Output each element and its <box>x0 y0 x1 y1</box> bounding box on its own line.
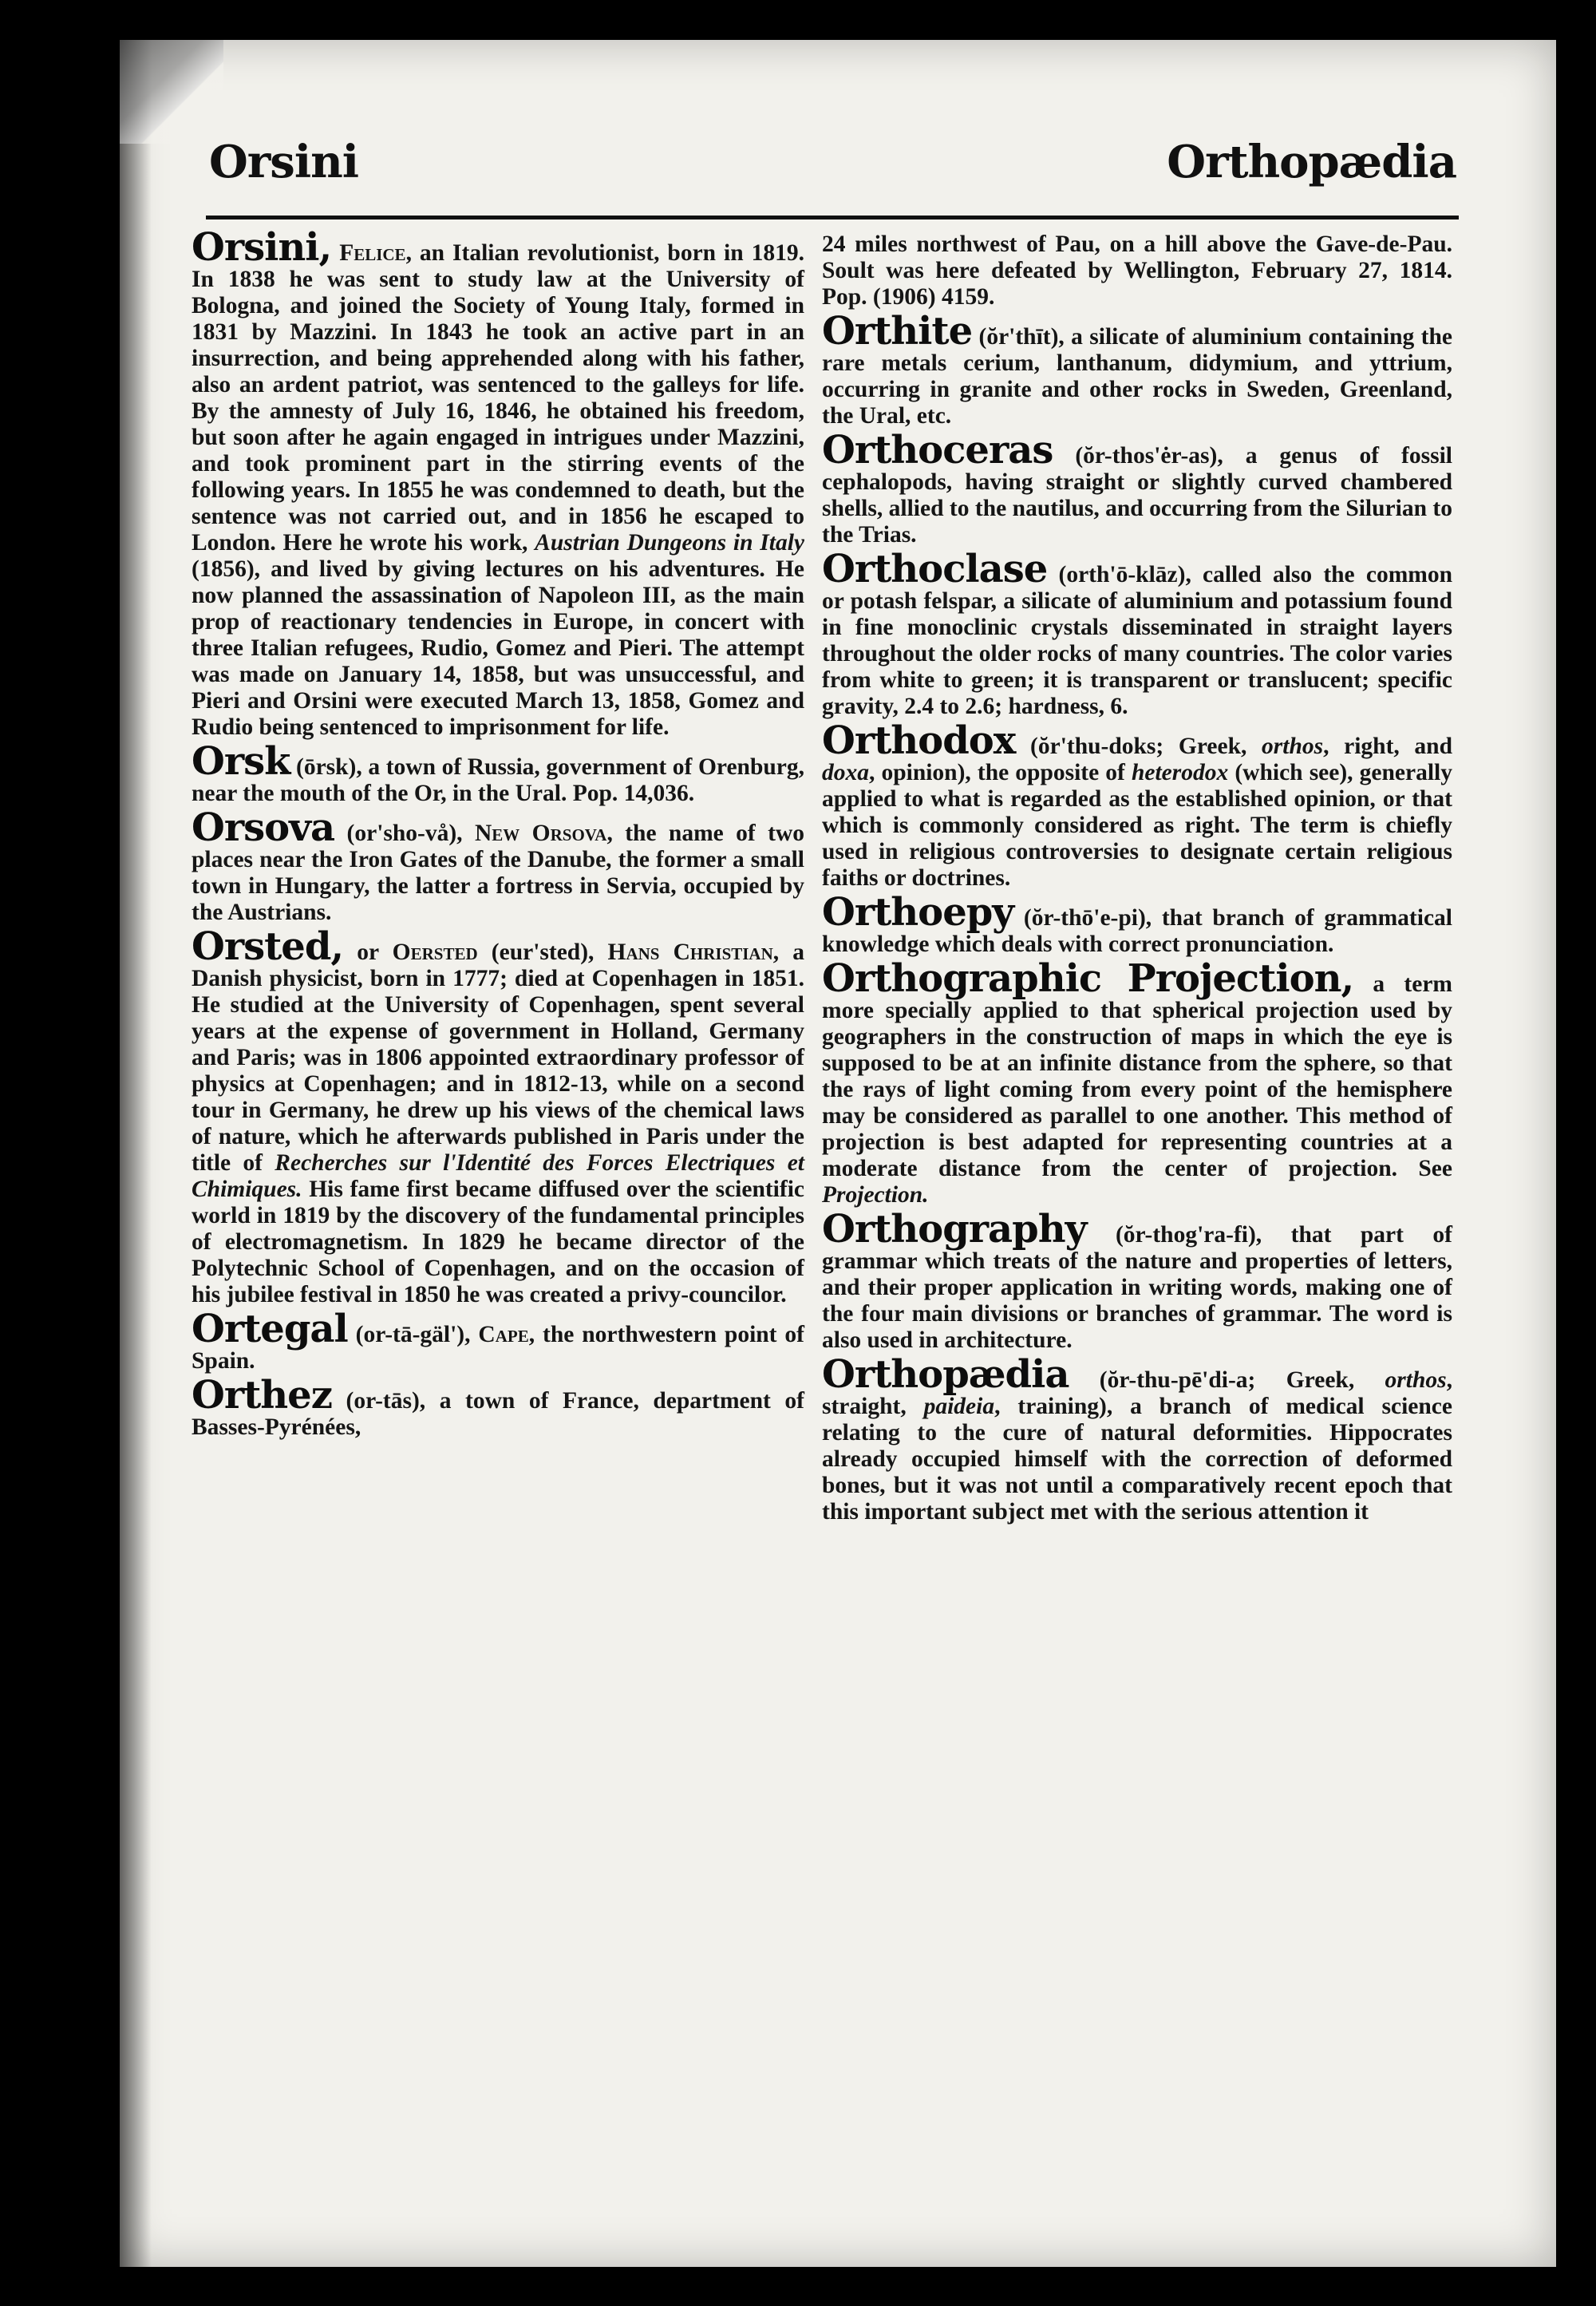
entry-text: (ŏr-thu-pē'di-a; Greek, <box>1069 1367 1385 1393</box>
entry-text: , the northwestern point of Spain. <box>192 1322 804 1374</box>
header-rule <box>206 216 1459 220</box>
entry-text: , opinion), the opposite of <box>869 760 1132 785</box>
entry-headword: Orsk <box>192 739 290 784</box>
entry-headword: Orthopædia <box>822 1352 1069 1397</box>
dictionary-entry <box>822 890 1452 958</box>
entry-headword: Orsini, <box>192 225 332 270</box>
entry-headword: Orthez <box>192 1373 332 1418</box>
dictionary-entry <box>192 225 805 741</box>
left-column <box>192 225 805 1446</box>
entry-text: (or'sho-vå), <box>334 821 475 846</box>
dictionary-entry <box>822 231 1452 310</box>
entry-text: , a Danish physicist, born in 1777; died at Copenhagen in 1851. He studied at the University of Copenhagen, spent several years at the expense of government in Holland, Germany and Paris; was in 1806 appointed extraordinary professor of physics at Copenhagen; and in 1812-13, while on a second tour in Germany, he drew up his views of the chemical laws of nature, which he afterwards published in Paris under the title of <box>192 939 805 1176</box>
dictionary-entry <box>192 1373 804 1441</box>
italic-text: orthos <box>1385 1367 1447 1393</box>
small-caps-text: Oersted <box>392 939 478 965</box>
entry-text: (ōrsk), a town of Russia, government of Orenburg, near the mouth of the Or, in the Ural. Pop. 14,036. <box>192 754 804 806</box>
entry-text: (1856), and lived by giving lectures on his adventures. He now planned the assassination of Napoleon III, as the main prop of reactionary tendencies in Europe, in concert with three Italian refugees, Rudio, Gomez and Pieri. The attempt was made on January 14, 1858, but was unsuccessful, and Pieri and Orsini were executed March 13, 1858, Gomez and Rudio being sentenced to imprisonment for life. <box>192 556 804 740</box>
dictionary-entry <box>822 956 1452 1208</box>
entry-headword: Orsted, <box>192 924 344 969</box>
dictionary-entry <box>192 924 805 1308</box>
entry-headword: Orthoepy <box>822 890 1014 935</box>
entry-text: or <box>343 939 393 965</box>
dictionary-entry <box>822 547 1452 720</box>
entry-headword: Orthoclase <box>822 547 1048 591</box>
entry-headword: Orthoceras <box>822 428 1053 473</box>
entry-text: His fame first became diffused over the scientific world in 1819 by the discovery of the fundamental principles of electromagnetism. In 1829 he became director of the Polytechnic School of Copenhagen, and on the occasion of his jubilee festival in 1850 he was created a privy-councilor. <box>192 1177 804 1307</box>
entry-headword: Orthite <box>822 309 973 354</box>
running-head-left: Orsini <box>209 136 359 188</box>
folded-corner <box>120 40 223 144</box>
binding-shadow <box>120 40 152 2267</box>
entry-text: (eur'sted), <box>477 939 608 965</box>
entry-text: (ŏr-thō'e-pi), that branch of grammatical knowledge which deals with correct pronunciation. <box>822 905 1452 957</box>
right-column <box>822 231 1452 1530</box>
small-caps-text: Felice <box>339 240 406 266</box>
running-head-right: Orthopædia <box>1167 136 1456 188</box>
entry-text: (ŏr'thu-doks; Greek, <box>1015 734 1262 759</box>
entry-text: , straight, <box>822 1367 1452 1419</box>
entry-headword: Orthodox <box>822 718 1016 763</box>
dictionary-entry <box>822 718 1452 892</box>
entry-headword: Orsova <box>192 805 335 850</box>
entry-text: (or-tā-gäl'), <box>347 1322 479 1347</box>
entry-text: 24 miles northwest of Pau, on a hill above the Gave-de-Pau. Soult was here defeated by Wellington, February 27, 1814. Pop. (1906) 4159. <box>822 231 1452 310</box>
dictionary-entry <box>822 428 1452 548</box>
dictionary-entry <box>192 805 805 926</box>
entry-text: (or-tās), a town of France, department of Basses-Pyrénées, <box>192 1388 804 1440</box>
italic-text: orthos <box>1262 734 1324 759</box>
entry-headword: Orthographic Projection, <box>822 956 1354 1001</box>
entry-text: , right, and <box>1323 734 1452 759</box>
italic-text: Austrian Dungeons in Italy <box>535 530 804 556</box>
dictionary-entry <box>822 1352 1452 1525</box>
entry-text: (ŏr-thog'ra-fi), that part of grammar which treats of the nature and properties of letters, and their proper application in writing words, making one of the four main divisions or branches of grammar. The word is also used in architecture. <box>822 1222 1452 1353</box>
entry-text: (which see), generally applied to what is regarded as the established opinion, or that which is commonly considered as right. The term is chiefly used in religious controversies to designate certain religious faiths or doctrines. <box>822 760 1452 891</box>
entry-text: , an Italian revolutionist, born in 1819. In 1838 he was sent to study law at the University of Bologna, and joined the Society of Young Italy, formed in 1831 by Mazzini. In 1843 he took an active part in an insurrection, and being apprehended along with his father, also an ardent patriot, was sentenced to the galleys for life. By the amnesty of July 16, 1846, he obtained his freedom, but soon after he again engaged in intrigues under Mazzini, and took prominent part in the stirring events of the following years. In 1855 he was condemned to death, but the sentence was not carried out, and in 1856 he escaped to London. Here he wrote his work, <box>192 240 805 556</box>
dictionary-entry <box>822 309 1452 429</box>
italic-text: Projection. <box>822 1182 929 1208</box>
italic-text: heterodox <box>1131 760 1229 785</box>
entry-text: , the name of two places near the Iron Gates of the Danube, the former a small town in Hungary, the latter a fortress in Servia, occupied by the Austrians. <box>192 821 805 925</box>
dictionary-entry <box>822 1207 1452 1354</box>
entry-text <box>331 240 339 266</box>
small-caps-text: Hans Christian <box>607 939 773 965</box>
entry-text: (ŏr-thos'ėr-as), a genus of fossil cephalopods, having straight or slightly curved chambered shells, allied to the nautilus, and occurring from the Silurian to the Trias. <box>822 443 1452 548</box>
italic-text: Recherches sur l'Identité des Forces Electriques et Chimiques. <box>192 1150 804 1202</box>
dictionary-entry <box>192 1307 804 1375</box>
entry-text: a term more specially applied to that spherical projection used by geographers in the construction of maps in which the eye is supposed to be at an infinite distance from the sphere, so that the rays of light coming from every point of the hemisphere may be considered as parallel to one another. This method of projection is best adapted for representing countries at a moderate distance from the center of projection. See <box>822 971 1452 1181</box>
italic-text: paideia <box>923 1394 995 1419</box>
small-caps-text: Cape <box>478 1322 529 1347</box>
dictionary-entry <box>192 739 804 807</box>
entry-headword: Orthography <box>822 1207 1087 1252</box>
italic-text: doxa <box>822 760 869 785</box>
entry-headword: Ortegal <box>192 1307 348 1351</box>
small-caps-text: New Orsova <box>474 821 607 846</box>
entry-text: (ŏr'thīt), a silicate of aluminium containing the rare metals cerium, lanthanum, didymium, and yttrium, occurring in granite and other rocks in Sweden, Greenland, the Ural, etc. <box>822 324 1452 429</box>
entry-text: , training), a branch of medical science relating to the cure of natural deformities. Hippocrates already occupied himself with the correction of deformed bones, but it was not until a comparatively recent epoch that this important subject met with the serious attention it <box>822 1394 1452 1525</box>
entry-text: (orth'ō-klāz), called also the common or potash felspar, a silicate of aluminium and potassium found in fine monoclinic crystals disseminated in straight layers throughout the older rocks of many countries. The color varies from white to green; it is transparent or translucent; specific gravity, 2.4 to 2.6; hardness, 6. <box>822 562 1452 719</box>
